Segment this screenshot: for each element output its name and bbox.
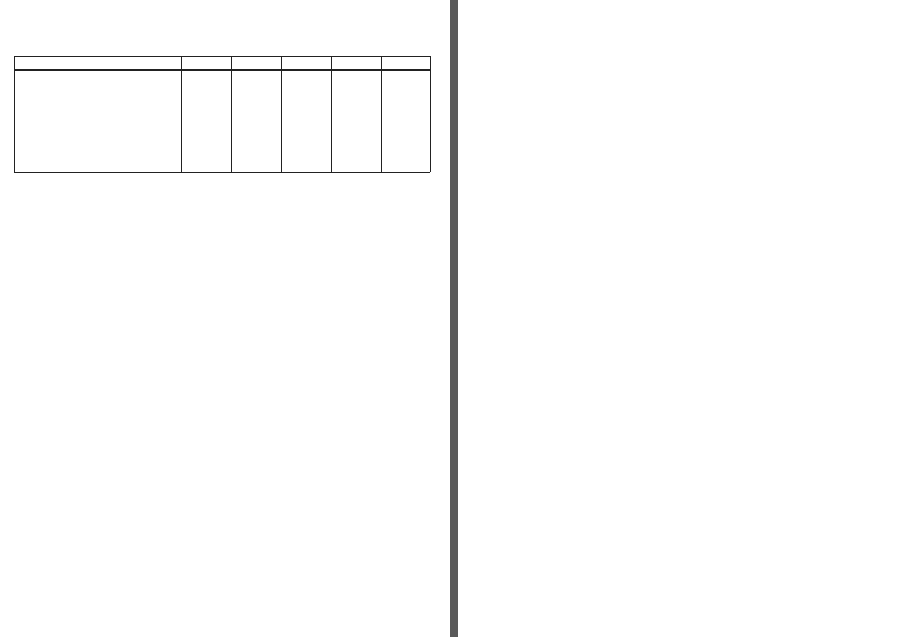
right-page — [458, 0, 912, 637]
left-page — [0, 0, 450, 637]
